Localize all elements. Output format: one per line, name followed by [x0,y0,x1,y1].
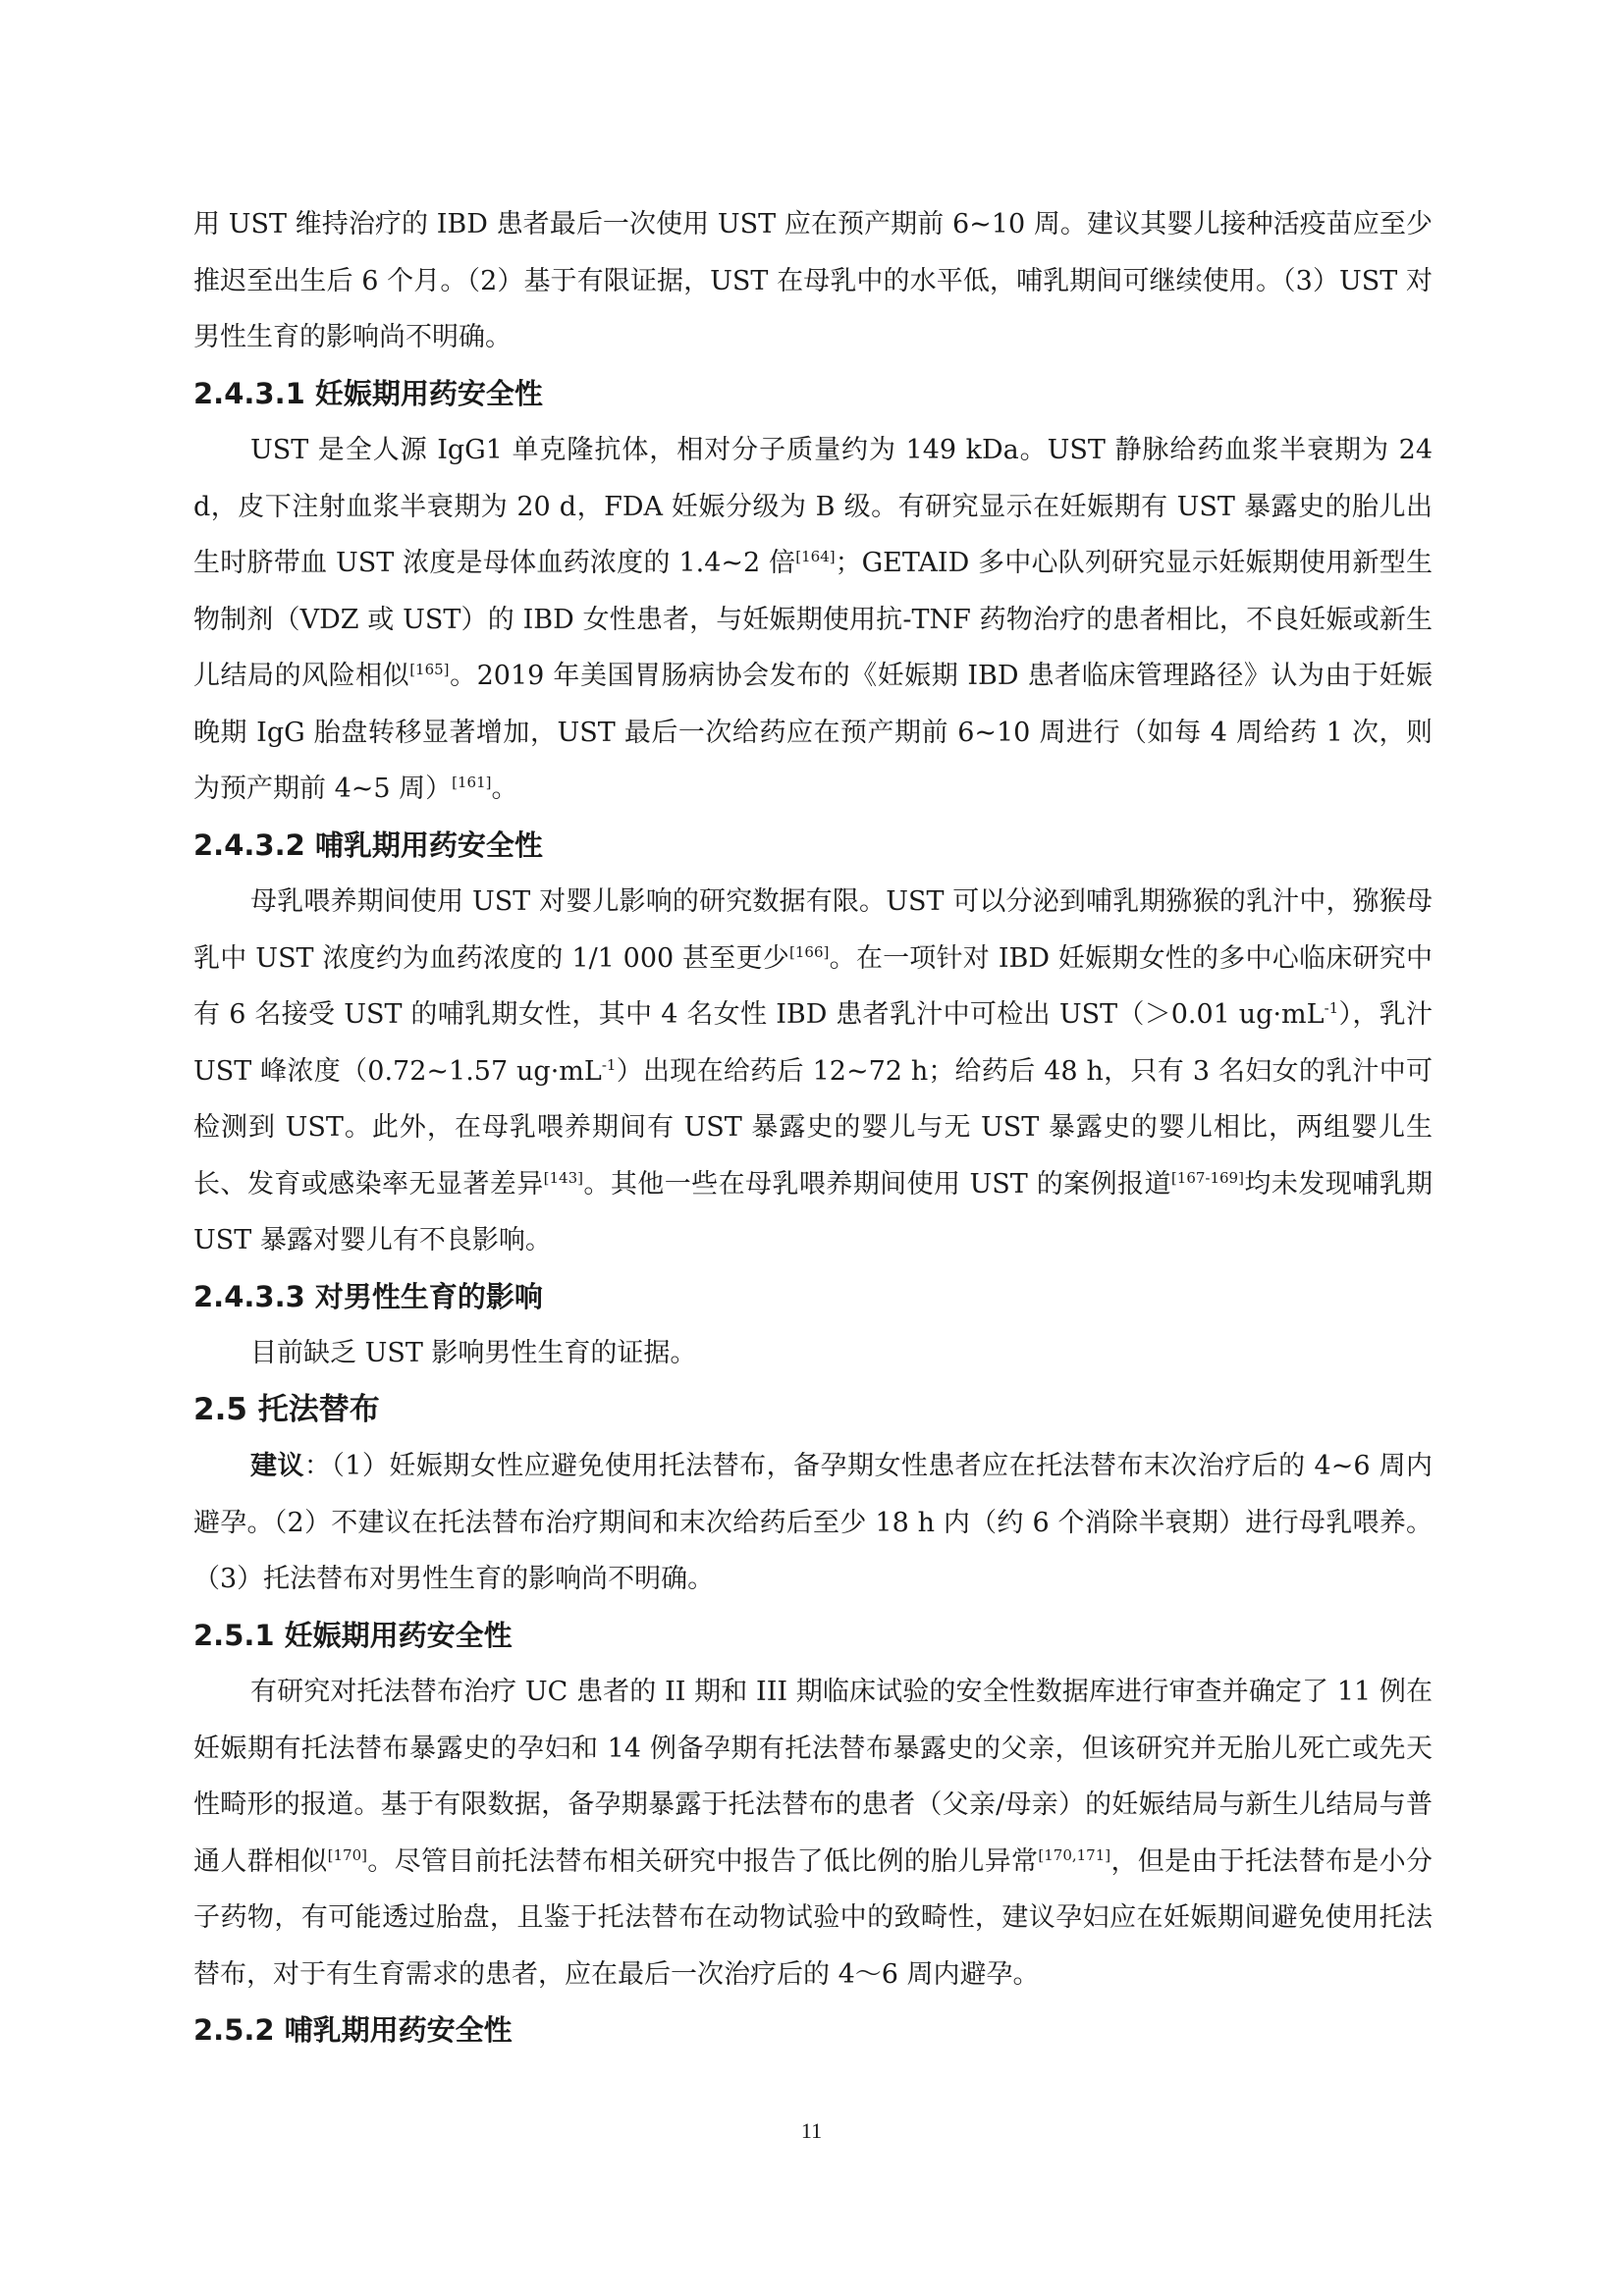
unit-exponent: -1 [601,1055,617,1074]
text-run: 目前缺乏 UST 影响男性生育的证据。 [250,1338,697,1368]
text-run: ）出现在给药后 12~72 h；给药后 48 h，只有 3 名妇女的乳汁中可检测到 UST。此外，在母乳喂养期间有 UST 暴露史的婴儿与无 UST 暴露史的婴儿相比，两组婴儿生长、发育或感染率无显著差异 [193,1055,1433,1200]
section-heading-2-4-3-1: 2.4.3.1 妊娠期用药安全性 [193,376,543,410]
text-run: 均未发现哺乳期 UST 暴露对婴儿有不良影响。 [193,1168,1433,1255]
text-run: 。其他一些在母乳喂养期间使用 UST 的案例报道 [582,1168,1171,1200]
section-heading-2-4-3-2: 2.4.3.2 哺乳期用药安全性 [193,828,543,862]
section-heading-2-5-2: 2.5.2 哺乳期用药安全性 [193,2013,513,2047]
paragraph-2-5-1 [193,1664,1433,2002]
page-number: 11 [800,2118,823,2143]
text-run: 。尽管目前托法替布相关研究中报告了低比例的胎儿异常 [366,1845,1039,1877]
citation-ref: [164] [795,548,836,565]
citation-ref: [166] [789,942,830,961]
text-run: 。在一项针对 IBD 妊娠期女性的多中心临床研究中有 6 名接受 UST 的哺乳期女性，其中 4 名女性 IBD 患者乳汁中可检出 UST（＞0.01 ug·mL [193,942,1433,1030]
citation-ref: [165] [409,661,450,678]
section-heading-2-4-3-3: 2.4.3.3 对男性生育的影响 [193,1279,543,1313]
text-run: ；GETAID 多中心队列研究显示妊娠期使用新型生物制剂（VDZ 或 UST）的 IBD 女性患者，与妊娠期使用抗-TNF 药物治疗的患者相比，不良妊娠或新生儿结局的风险相似 [193,548,1433,691]
citation-ref: [167-169] [1170,1168,1244,1187]
text-run: 母乳喂养期间使用 UST 对婴儿影响的研究数据有限。UST 可以分泌到哺乳期猕猴的乳汁中，猕猴母乳中 UST 浓度约为血药浓度的 1/1 000 甚至更少 [193,886,1433,974]
paragraph-2-4-3-2 [193,874,1433,1269]
text-run: UST 是全人源 IgG1 单克隆抗体，相对分子质量约为 149 kDa。UST 静脉给药血浆半衰期为 24 d，皮下注射血浆半衰期为 20 d，FDA 妊娠分级为 B 级。有研究显示在妊娠期有 UST 暴露史的胎儿出生时脐带血 UST 浓度是母体血药浓度的 1.4~2 倍 [193,435,1433,578]
text-run: ），乳汁 UST 峰浓度（0.72~1.57 ug·mL [193,999,1433,1087]
text-run: ，但是由于托法替布是小分子药物，有可能透过胎盘，且鉴于托法替布在动物试验中的致畸性，建议孕妇应在妊娠期间避免使用托法替布，对于有生育需求的患者，应在最后一次治疗后的 4～6 周内避孕。 [193,1845,1434,1990]
paragraph-2-4-3-3 [193,1325,1433,1382]
unit-exponent: -1 [1324,999,1339,1017]
text-run: 。2019 年美国胃肠病协会发布的《妊娠期 IBD 患者临床管理路径》认为由于妊娠晚期 IgG 胎盘转移显著增加，UST 最后一次给药应在预产期前 6~10 周进行（如每 4 周给药 1 次，则为预产期前 4~5 周） [193,661,1433,804]
citation-ref: [143] [543,1168,583,1187]
text-run: 有研究对托法替布治疗 UC 患者的 II 期和 III 期临床试验的安全性数据库进行审查并确定了 11 例在妊娠期有托法替布暴露史的孕妇和 14 例备孕期有托法替布暴露史的父亲，但该研究并无胎儿死亡或先天性畸形的报道。基于有限数据，备孕期暴露于托法替布的患者（父亲/母亲）的妊娠结局与新生儿结局与普通人群相似 [193,1677,1433,1877]
paragraph-2-4-3-1 [193,422,1433,818]
recommendation-paragraph [193,1438,1433,1608]
intro-text: 用 UST 维持治疗的 IBD 患者最后一次使用 UST 应在预产期前 6~10 周。建议其婴儿接种活疫苗应至少推迟至出生后 6 个月。（2）基于有限证据，UST 在母乳中的水平低，哺乳期间可继续使用。（3）UST 对男性生育的影响尚不明确。 [193,209,1433,352]
text-run: （1）妊娠期女性应避免使用托法替布，备孕期女性患者应在托法替布末次治疗后的 4~6 周内避孕。（2）不建议在托法替布治疗期间和末次给药后至少 18 h 内（约 6 个消除半衰期）进行母乳喂养。（3）托法替布对男性生育的影响尚不明确。 [193,1451,1434,1594]
text-run: ： [303,1451,332,1481]
section-heading-2-5: 2.5 托法替布 [193,1391,380,1427]
citation-ref: [170] [327,1845,367,1864]
citation-ref: [170,171] [1038,1845,1111,1864]
citation-ref: [161] [452,774,492,791]
intro-paragraph [193,196,1433,366]
recommendation-label: 建议 [250,1451,304,1481]
section-heading-2-5-1: 2.5.1 妊娠期用药安全性 [193,1618,513,1652]
document-page [193,196,1433,2059]
text-run: 。 [491,774,518,804]
